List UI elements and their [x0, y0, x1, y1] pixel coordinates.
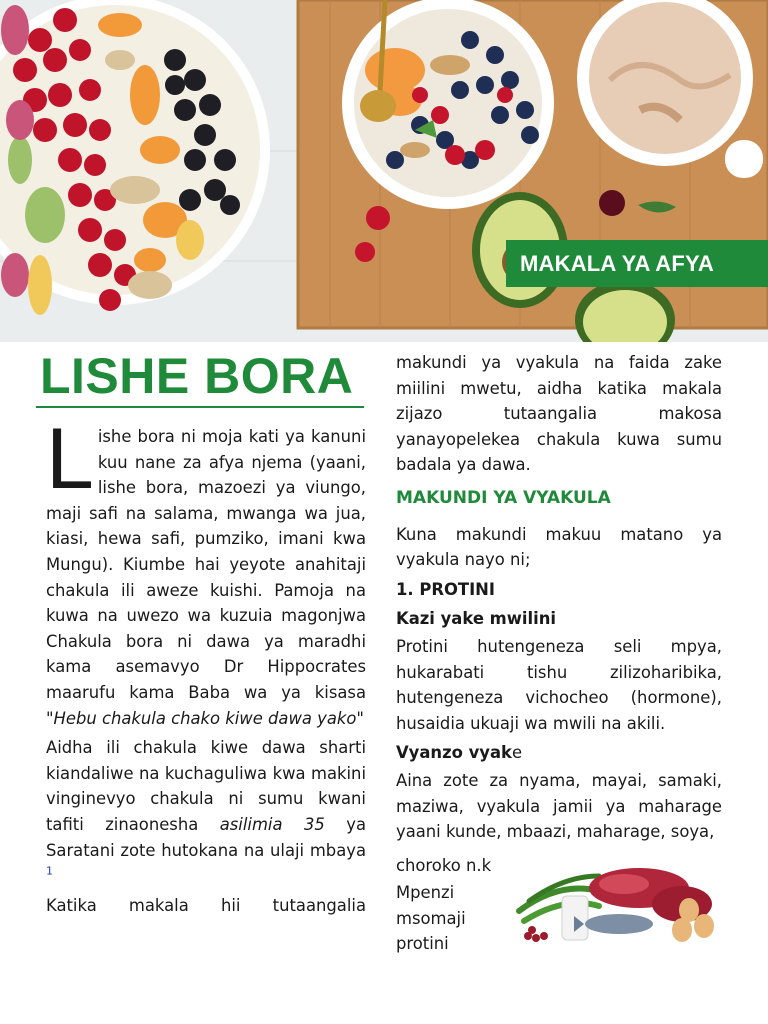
section-heading: MAKUNDI YA VYAKULA: [396, 487, 611, 508]
sources-subheading: [396, 740, 722, 766]
article-title: LISHE BORA: [40, 348, 354, 404]
drop-cap: L: [46, 411, 94, 507]
paragraph-2: [46, 735, 366, 889]
protein-sources-more: choroko n.k: [396, 855, 492, 875]
closing-line-3: protini: [396, 934, 449, 954]
paragraph-2-text-b: ya Saratani zote hutokana na ulaji mbaya: [46, 814, 366, 860]
section-badge: MAKALA YA AFYA: [506, 240, 768, 287]
protein-heading: 1. PROTINI: [396, 579, 496, 599]
sources-subheading-rest: e: [511, 743, 523, 763]
right-paragraph-1: makundi ya vyakula na faida zake miilini mwetu, aidha katika makala zijazo tutaangalia makosa yanayopelekea chakula kuwa sumu badala ya dawa.: [396, 353, 722, 475]
intro-paragraph: [46, 411, 366, 731]
function-subheading: Kazi yake mwilini: [396, 609, 557, 629]
sources-subheading-bold: Vyanzo vyak: [396, 743, 512, 763]
closing-line-1: Mpenzi: [396, 883, 455, 903]
intro-text: ishe bora ni moja kati ya kanuni kuu nane za afya njema (yaani, lishe bora, mazoezi ya viungo, maji safi na salama, mwanga wa jua, kiasi, hewa safi, pumziko, imani kwa Mungu). Kiumbe hai yeyote anahitaji chakula ili aweze kuishi. Pamoja na kuwa na uwezo wa kuzuia magonjwa Chakula bora ni dawa ya maradhi kama asemavyo Dr Hippocrates maarufu kama Baba wa ya kisasa ": [46, 427, 366, 728]
protein-foods-illustration: [514, 866, 720, 944]
left-column: [46, 411, 366, 918]
closing-line-2: msomaji: [396, 908, 466, 928]
protein-sources-text: Aina zote za nyama, mayai, samaki, maziwa, vyakula jamii ya maharage yaani kunde, mbaazi, maharage, soya,: [396, 770, 722, 842]
quote-close: ": [356, 708, 364, 728]
statistic-emphasis: asilimia 35: [219, 814, 325, 834]
footnote-link[interactable]: 1: [46, 864, 53, 878]
hero-photo: [0, 0, 768, 342]
section-intro: Kuna makundi makuu matano ya vyakula nayo ni;: [396, 524, 722, 570]
healthy-food-illustration: [0, 0, 768, 342]
fish: [585, 914, 653, 934]
paragraph-2-text-a: Aidha ili chakula kiwe dawa sharti kiandaliwe na kuchaguliwa kwa makini vinginevyo chakula ni sumu kwani tafiti zinaonesha: [46, 738, 366, 834]
protein-function-text: Protini hutengeneza seli mpya, hukarabati tishu zilizoharibika, hutengeneza vichocheo (hormone), husaidia ukuaji wa mwili na akili.: [396, 636, 722, 733]
paragraph-3: Katika makala hii tutaangalia: [46, 895, 366, 915]
hippocrates-quote: Hebu chakula chako kiwe dawa yako: [53, 708, 357, 728]
title-underline: [36, 406, 364, 408]
